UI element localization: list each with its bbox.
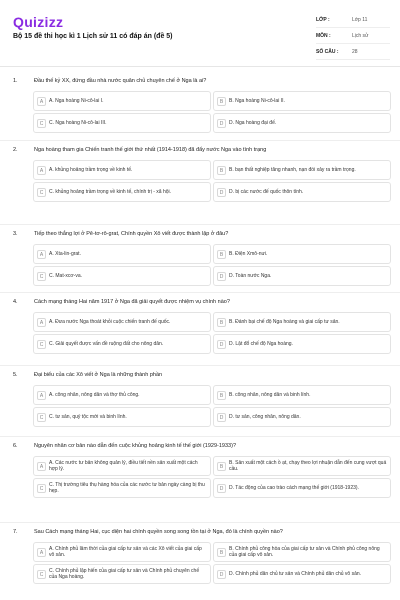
option-text: C. Nga hoàng Ni-cô-lai III. [49, 119, 107, 126]
answer-option-b[interactable] [213, 456, 391, 476]
question-divider [0, 522, 400, 523]
option-letter-badge: C [37, 484, 46, 493]
answer-option-d[interactable] [213, 407, 391, 427]
question-divider [0, 436, 400, 437]
option-letter-badge: B [217, 166, 226, 175]
question-number: 7. [13, 529, 18, 535]
info-key: LỚP : [316, 16, 330, 23]
option-text: D. tư sản, công nhân, nông dân. [229, 413, 301, 420]
option-text: C. tư sản, quý tộc mới và binh lính. [49, 413, 127, 420]
info-box [316, 12, 390, 60]
question-number: 6. [13, 443, 18, 449]
info-value: Lịch sử [352, 32, 369, 39]
info-value: Lớp 11 [352, 16, 368, 23]
answer-option-d[interactable] [213, 113, 391, 133]
option-letter-badge: D [217, 413, 226, 422]
answer-option-a[interactable] [33, 456, 211, 476]
option-letter-badge: B [217, 548, 226, 557]
option-text: A. Các nước tư bản không quản lý, điều tiết nền sản xuất một cách hợp lý. [49, 459, 198, 472]
option-letter-badge: A [37, 548, 46, 557]
option-text: A. công nhân, nông dân và thợ thủ công. [49, 391, 140, 398]
option-text: B. Đánh bại chế độ Nga hoàng và giai cấp tư sản. [229, 318, 340, 325]
answer-option-c[interactable] [33, 478, 211, 498]
option-letter-badge: D [217, 340, 226, 349]
option-text: D. Lật đổ chế độ Nga hoàng. [229, 340, 293, 347]
question-number: 5. [13, 372, 18, 378]
option-letter-badge: B [217, 250, 226, 259]
question-number: 1. [13, 78, 18, 84]
option-letter-badge: D [217, 188, 226, 197]
answer-option-c[interactable] [33, 182, 211, 202]
option-letter-badge: B [217, 391, 226, 400]
option-letter-badge: C [37, 340, 46, 349]
info-value: 28 [352, 48, 358, 55]
answer-option-a[interactable] [33, 542, 211, 562]
option-letter-badge: A [37, 318, 46, 327]
answer-option-b[interactable] [213, 385, 391, 405]
option-letter-badge: D [217, 272, 226, 281]
question-number: 4. [13, 299, 18, 305]
question-divider [0, 140, 400, 141]
option-letter-badge: C [37, 272, 46, 281]
option-text: B. Chính phủ công hòa của giai cấp tư sản và Chính phủ công nông của giai cấp vô sản. [229, 545, 380, 558]
option-text: B. Sản xuất một cách ồ ạt, chạy theo lợi nhuận dẫn đến cung vượt quá cầu. [229, 459, 387, 472]
option-letter-badge: A [37, 462, 46, 471]
question-text: Nga hoàng tham gia Chiến tranh thế giới thứ nhất (1914-1918) đã đẩy nước Nga vào tình trạng [34, 147, 267, 153]
answer-option-c[interactable] [33, 407, 211, 427]
question-divider [0, 365, 400, 366]
answer-option-a[interactable] [33, 385, 211, 405]
answer-option-b[interactable] [213, 244, 391, 264]
option-letter-badge: D [217, 570, 226, 579]
answer-option-c[interactable] [33, 113, 211, 133]
answer-option-c[interactable] [33, 266, 211, 286]
answer-option-a[interactable] [33, 160, 211, 180]
option-text: B. Điện Xmô-nưi. [229, 250, 268, 257]
answer-option-a[interactable] [33, 91, 211, 111]
option-letter-badge: C [37, 570, 46, 579]
info-row-grade [316, 12, 390, 28]
question-number: 3. [13, 231, 18, 237]
option-letter-badge: C [37, 413, 46, 422]
option-letter-badge: A [37, 166, 46, 175]
info-row-count [316, 44, 390, 60]
info-row-subject [316, 28, 390, 44]
info-key: SỐ CÂU : [316, 48, 339, 55]
question-text: Tiếp theo thắng lợi ở Pê-tơ-rô-grat, Chính quyền Xô viết được thành lập ở đâu? [34, 231, 229, 237]
option-text: C. Giải quyết được vấn đề ruộng đất cho nông dân. [49, 340, 164, 347]
option-text: B. bạn thất nghiệp tăng nhanh, nạn đói xảy ra trầm trọng. [229, 166, 356, 173]
answer-option-c[interactable] [33, 564, 211, 584]
option-text: D. bị các nước đế quốc thôn tính. [229, 188, 304, 195]
answer-option-a[interactable] [33, 244, 211, 264]
option-letter-badge: C [37, 119, 46, 128]
option-text: A. Xta-lin-grat. [49, 250, 81, 257]
option-letter-badge: B [217, 462, 226, 471]
question-text: Đại biểu của các Xô viết ở Nga là những thành phần [34, 372, 163, 378]
question-divider [0, 224, 400, 225]
answer-option-c[interactable] [33, 334, 211, 354]
question-text: Đầu thế kỷ XX, đứng đầu nhà nước quân chủ chuyên chế ở Nga là ai? [34, 78, 207, 84]
answer-option-b[interactable] [213, 160, 391, 180]
option-letter-badge: A [37, 391, 46, 400]
option-text: B. Nga hoàng Ni-cô-lai II. [229, 97, 285, 104]
option-text: A. Nga hoàng Ni-cô-lai I. [49, 97, 104, 104]
option-text: D. Chính phủ dân chủ tư sản và Chính phủ dân chủ vô sản. [229, 570, 362, 577]
option-letter-badge: D [217, 119, 226, 128]
option-letter-badge: B [217, 97, 226, 106]
option-text: A. Chính phủ lâm thời của giai cấp tư sản và các Xô viết của giai cấp vô sản. [49, 545, 202, 558]
option-letter-badge: A [37, 97, 46, 106]
answer-option-d[interactable] [213, 564, 391, 584]
answer-option-d[interactable] [213, 182, 391, 202]
answer-option-d[interactable] [213, 266, 391, 286]
question-divider [0, 292, 400, 293]
answer-option-a[interactable] [33, 312, 211, 332]
question-number: 2. [13, 147, 18, 153]
answer-option-b[interactable] [213, 91, 391, 111]
option-text: C. Mat-xcơ-va. [49, 272, 83, 279]
option-text: D. Tác động của cao trào cách mạng thế giới (1918-1923). [229, 484, 359, 491]
question-text: Sau Cách mạng tháng Hai, cục diện hai chính quyền song song tồn tại ở Nga, đó là chính quyền nào? [34, 529, 283, 535]
info-key: MÔN : [316, 32, 331, 39]
option-text: B. công nhân, nông dân và binh lính. [229, 391, 311, 398]
answer-option-d[interactable] [213, 334, 391, 354]
question-text: Cách mạng tháng Hai năm 1917 ở Nga đã giải quyết được nhiệm vụ chính nào? [34, 299, 230, 305]
option-text: C. khủng hoảng trầm trọng về kinh tế, chính trị - xã hội. [49, 188, 172, 195]
option-text: D. Toàn nước Nga. [229, 272, 272, 279]
option-letter-badge: B [217, 318, 226, 327]
answer-option-b[interactable] [213, 312, 391, 332]
option-text: C. Chính phủ lập hiến của giai cấp tư sản và Chính phủ chuyên chế của Nga hoàng. [49, 567, 200, 580]
answer-option-d[interactable] [213, 478, 391, 498]
worksheet-header [0, 0, 400, 67]
option-letter-badge: C [37, 188, 46, 197]
option-letter-badge: D [217, 484, 226, 493]
option-text: A. Đưa nước Nga thoát khỏi cuộc chiến tranh đế quốc. [49, 318, 171, 325]
answer-option-b[interactable] [213, 542, 391, 562]
option-text: D. Nga hoàng đại đế. [229, 119, 277, 126]
document-title: Bộ 15 đề thi học kì 1 Lịch sử 11 có đáp án (đề 5) [13, 33, 173, 40]
option-letter-badge: A [37, 250, 46, 259]
option-text: C. Thị trường tiêu thụ hàng hóa của các nước tư bản ngày càng bị thu hẹp. [49, 481, 205, 494]
quizizz-logo[interactable]: Quizizz [13, 14, 64, 30]
option-text: A. khủng hoảng trầm trọng về kinh tế. [49, 166, 133, 173]
question-text: Nguyên nhân cơ bản nào dẫn đến cuộc khủng hoảng kinh tế thế giới (1929-1933)? [34, 443, 237, 449]
